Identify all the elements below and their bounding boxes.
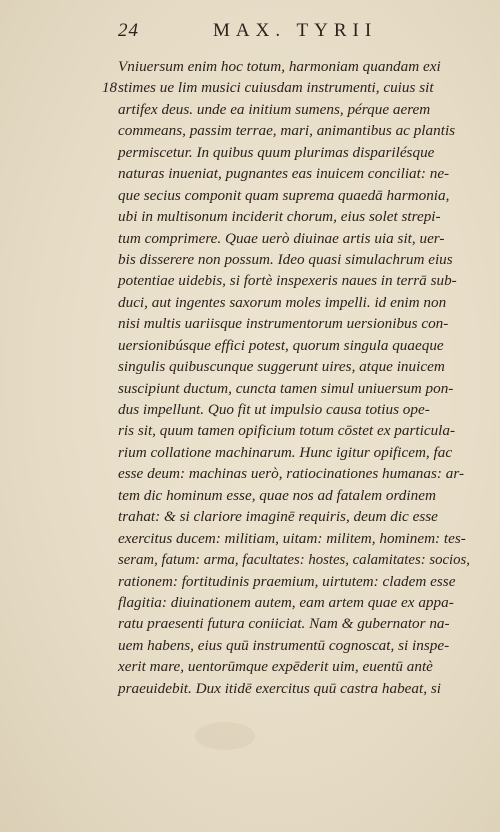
text-line: tum comprimere. Quae uerò diuinae artis uia sit, uer- <box>118 229 445 247</box>
body-text <box>118 56 470 699</box>
text-line: uem habens, eius quū instrumentū cognoscat, si inspe- <box>118 636 450 654</box>
text-line: praeuidebit. Dux itidē exercitus quū castra habeat, si <box>118 679 441 697</box>
text-line: exercitus ducem: militiam, uitam: militem, hominem: tes- <box>118 529 466 547</box>
text-line: uersionibúsque effici potest, quorum singula quaeque <box>118 336 444 354</box>
text-line: commeans, passim terrae, mari, animantibus ac plantis <box>118 122 456 140</box>
text-line: nisi multis uariisque instrumentorum uersionibus con- <box>118 315 449 333</box>
text-line: rationem: fortitudinis praemium, uirtutem: cladem esse <box>118 572 456 590</box>
text-line: artifex deus. unde ea initium sumens, pérque aerem <box>118 100 431 118</box>
text-line: rium collatione machinarum. Hunc igitur opificem, fac <box>118 443 453 461</box>
text-line: esse deum: machinas uerò, ratiocinationes humanas: ar- <box>118 465 465 483</box>
text-line: ubi in multisonum inciderit chorum, eius solet strepi- <box>118 208 441 226</box>
text-line: permiscetur. In quibus quum plurimas disparilésque <box>118 143 435 161</box>
text-line: ris sit, quum tamen opificium totum cōstet ex particula- <box>118 422 456 440</box>
text-line: que secius componit quam suprema quaedā harmonia, <box>118 186 450 204</box>
text-line: naturas inueniat, pugnantes eas inuicem conciliat: ne- <box>118 165 450 183</box>
running-head <box>118 18 468 44</box>
text-line: stimes ue lim musici cuiusdam instrumenti, cuius sit <box>118 79 434 97</box>
text-line: ratu praesenti futura coniiciat. Nam & gubernator na- <box>118 615 450 633</box>
paper-stain <box>195 722 255 750</box>
text-line: seram, fatum: arma, facultates: hostes, calamitates: socios, <box>118 551 470 569</box>
page-number: 24 <box>118 20 139 41</box>
text-line: tem dic hominum esse, quae nos ad fatalem ordinem <box>118 486 436 504</box>
text-line: singulis quibuscunque suggerunt uires, atque inuicem <box>118 358 445 376</box>
text-line: duci, aut ingentes saxorum moles impelli. id enim non <box>118 293 447 311</box>
margin-line-number: 18 <box>102 80 117 96</box>
text-line: Vniuersum enim hoc totum, harmoniam quandam exi <box>118 58 441 75</box>
text-line: potentiae uidebis, si fortè inspexeris naues in terrā sub- <box>118 272 457 290</box>
text-line: xerit mare, uentorūmque expēderit uim, euentū antè <box>118 658 433 676</box>
text-line: flagitia: diuinationem autem, eam artem quae ex appa- <box>118 593 454 611</box>
text-line: suscipiunt ductum, cuncta tamen simul uniuersum pon- <box>118 379 454 397</box>
running-title: MAX. TYRII <box>213 20 378 41</box>
text-line: bis disserere non possum. Ideo quasi simulachrum eius <box>118 250 453 268</box>
text-line: trahat: & si clariore imaginē requiris, deum dic esse <box>118 508 438 526</box>
text-line: dus impellunt. Quo fit ut impulsio causa totius ope- <box>118 401 430 418</box>
